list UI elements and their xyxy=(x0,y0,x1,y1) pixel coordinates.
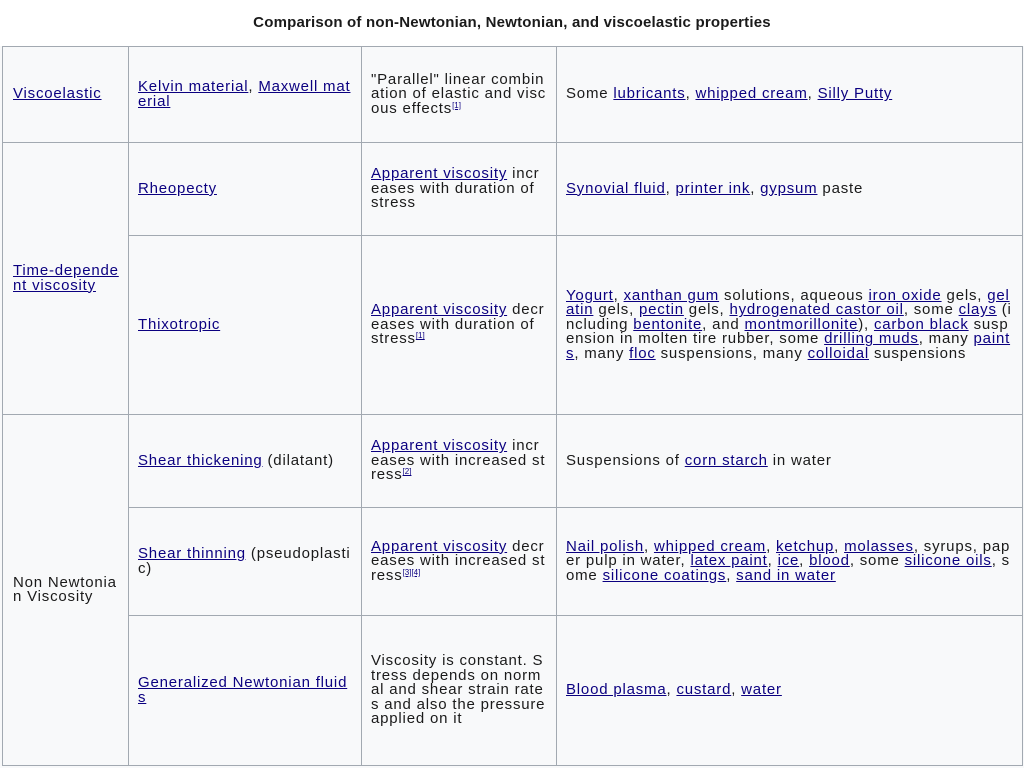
apparent-viscosity-link[interactable]: Apparent viscosity xyxy=(371,165,508,183)
example-link-clays[interactable]: clays xyxy=(958,301,997,319)
examples-text: , some xyxy=(849,552,905,570)
examples-text: suspension in molten tire rubber, some xyxy=(566,315,1009,348)
examples-text: , many xyxy=(918,330,974,348)
example-link-silicone-coatings[interactable]: silicone coatings xyxy=(602,566,727,584)
example-link-silly-putty[interactable]: Silly Putty xyxy=(817,85,893,103)
examples-text: solutions, aqueous xyxy=(719,286,869,304)
example-link-blood-plasma[interactable]: Blood plasma xyxy=(566,681,667,699)
type-note: (pseudoplastic) xyxy=(138,545,351,577)
reference-superscript xyxy=(403,568,421,577)
reference-link[interactable]: [1] xyxy=(415,331,425,341)
examples-text: (including xyxy=(566,301,1012,333)
type-link-rheopecty[interactable]: Rheopecty xyxy=(138,179,217,197)
example-link-lubricants[interactable]: lubricants xyxy=(613,85,686,103)
example-link-whipped-cream[interactable]: whipped cream xyxy=(653,537,767,555)
examples-text: gels, xyxy=(941,286,988,304)
example-link-xanthan-gum[interactable]: xanthan gum xyxy=(623,286,720,304)
examples-cell xyxy=(557,508,1023,616)
examples-text: , syrups, paper pulp in water, xyxy=(566,537,1011,570)
example-link-synovial-fluid[interactable]: Synovial fluid xyxy=(566,179,666,197)
example-link-colloidal[interactable]: colloidal xyxy=(807,344,869,362)
examples-text: , xyxy=(644,537,654,555)
description-text: increases with increased stress xyxy=(371,437,546,484)
type-cell xyxy=(129,47,362,143)
type-link-kelvin-material[interactable]: Kelvin material xyxy=(138,78,249,95)
example-link-iron-oxide[interactable]: iron oxide xyxy=(868,286,942,304)
description-cell xyxy=(362,415,557,508)
examples-text: paste xyxy=(817,179,864,197)
reference-superscript xyxy=(403,467,412,476)
example-link-water[interactable]: water xyxy=(741,681,782,699)
examples-text: , xyxy=(750,179,761,197)
examples-cell xyxy=(557,415,1023,508)
type-cell xyxy=(129,616,362,766)
description-text: decreases with duration of stress xyxy=(371,301,545,348)
example-link-floc[interactable]: floc xyxy=(629,344,656,362)
example-link-gelatin[interactable]: gelatin xyxy=(566,286,1010,319)
example-link-silicone-oils[interactable]: silicone oils xyxy=(904,552,992,570)
type-note: (dilatant) xyxy=(262,451,334,469)
apparent-viscosity-link[interactable]: Apparent viscosity xyxy=(371,437,508,455)
table-caption: Comparison of non-Newtonian, Newtonian, and viscoelastic properties xyxy=(0,0,1024,46)
examples-text: , some xyxy=(903,301,959,319)
example-link-drilling-muds[interactable]: drilling muds xyxy=(824,330,919,348)
description-cell xyxy=(362,508,557,616)
examples-cell xyxy=(557,616,1023,766)
example-link-gypsum[interactable]: gypsum xyxy=(760,179,818,197)
description-cell xyxy=(362,47,557,143)
category-link-time-dependent-viscosity[interactable]: Time-dependent viscosity xyxy=(13,262,119,294)
type-link-maxwell-material[interactable]: Maxwell material xyxy=(138,78,351,110)
example-link-yogurt[interactable]: Yogurt xyxy=(566,286,614,304)
examples-text: ), xyxy=(858,315,874,333)
type-cell xyxy=(129,508,362,616)
description-text: decreases with increased stress xyxy=(371,537,546,584)
type-link-thixotropic[interactable]: Thixotropic xyxy=(138,315,221,333)
table-row xyxy=(3,236,1023,415)
examples-text: , xyxy=(613,286,624,304)
reference-link[interactable]: [1] xyxy=(452,100,461,110)
description-text: Viscosity is constant. Stress depends on normal and shear strain rates and also the pressure applied on it xyxy=(371,652,546,728)
examples-cell xyxy=(557,143,1023,236)
examples-text: , xyxy=(685,85,696,103)
examples-text: gels, xyxy=(683,301,730,319)
examples-text: , xyxy=(766,537,776,555)
examples-cell xyxy=(557,47,1023,143)
reference-link[interactable]: [2] xyxy=(402,467,412,477)
examples-text: Some xyxy=(566,85,614,103)
type-cell xyxy=(129,236,362,415)
type-link-generalized-newtonian-fluids[interactable]: Generalized Newtonian fluids xyxy=(138,674,348,706)
example-link-carbon-black[interactable]: carbon black xyxy=(873,315,969,333)
examples-text: , xyxy=(666,681,677,699)
examples-text: , some xyxy=(566,552,1010,584)
example-link-pectin[interactable]: pectin xyxy=(639,301,684,319)
table-row xyxy=(3,415,1023,508)
examples-text: , xyxy=(731,681,742,699)
examples-text: gels, xyxy=(593,301,640,319)
examples-text: suspensions xyxy=(869,344,967,362)
examples-text: in water xyxy=(767,451,832,469)
description-text: "Parallel" linear combination of elastic and viscous effects xyxy=(371,70,547,117)
example-link-latex-paint[interactable]: latex paint xyxy=(690,552,768,570)
category-link-viscoelastic[interactable]: Viscoelastic xyxy=(13,85,102,103)
example-link-sand-in-water[interactable]: sand in water xyxy=(736,566,836,584)
example-link-ice[interactable]: ice xyxy=(777,552,800,570)
type-cell xyxy=(129,415,362,508)
examples-text: , xyxy=(799,552,810,570)
example-link-molasses[interactable]: molasses xyxy=(844,537,914,555)
example-link-nail-polish[interactable]: Nail polish xyxy=(566,537,644,555)
category-cell xyxy=(3,143,129,415)
examples-text: , and xyxy=(702,315,745,333)
examples-text: , xyxy=(767,552,778,570)
type-link-shear-thinning[interactable]: Shear thinning xyxy=(138,545,246,562)
examples-text: suspensions, many xyxy=(655,344,808,362)
example-link-corn-starch[interactable]: corn starch xyxy=(684,451,768,469)
description-cell xyxy=(362,143,557,236)
category-label-non-newtonian-viscosity: Non Newtonian Viscosity xyxy=(13,573,117,605)
examples-text: , xyxy=(834,537,845,555)
example-link-custard[interactable]: custard xyxy=(676,681,732,699)
example-link-montmorillonite[interactable]: montmorillonite xyxy=(744,315,859,333)
apparent-viscosity-link[interactable]: Apparent viscosity xyxy=(371,301,508,319)
description-cell xyxy=(362,616,557,766)
type-cell xyxy=(129,143,362,236)
examples-text: , many xyxy=(574,344,630,362)
example-link-blood[interactable]: blood xyxy=(809,552,850,570)
example-link-ketchup[interactable]: ketchup xyxy=(776,537,835,555)
examples-cell xyxy=(557,236,1023,415)
table-row xyxy=(3,616,1023,766)
table-row xyxy=(3,508,1023,616)
reference-link[interactable]: [3][4] xyxy=(402,567,421,577)
apparent-viscosity-link[interactable]: Apparent viscosity xyxy=(371,537,508,555)
type-link-shear-thickening[interactable]: Shear thickening xyxy=(138,451,263,469)
reference-superscript xyxy=(452,101,461,110)
examples-text: , xyxy=(665,179,676,197)
example-link-whipped-cream[interactable]: whipped cream xyxy=(695,85,808,103)
table-row xyxy=(3,143,1023,236)
examples-text: , xyxy=(807,85,818,103)
example-link-printer-ink[interactable]: printer ink xyxy=(675,179,751,197)
examples-text: Suspensions of xyxy=(566,451,685,469)
example-link-bentonite[interactable]: bentonite xyxy=(633,315,703,333)
comparison-table xyxy=(2,46,1023,766)
example-link-hydrogenated-castor-oil[interactable]: hydrogenated castor oil xyxy=(729,301,904,319)
category-cell xyxy=(3,415,129,766)
reference-superscript xyxy=(416,331,425,340)
example-link-paints[interactable]: paints xyxy=(566,330,1011,362)
description-cell xyxy=(362,236,557,415)
description-text: increases with duration of stress xyxy=(371,165,540,212)
separator-text: , xyxy=(248,78,259,95)
table-row xyxy=(3,47,1023,143)
examples-text: , xyxy=(726,566,737,584)
category-cell xyxy=(3,47,129,143)
